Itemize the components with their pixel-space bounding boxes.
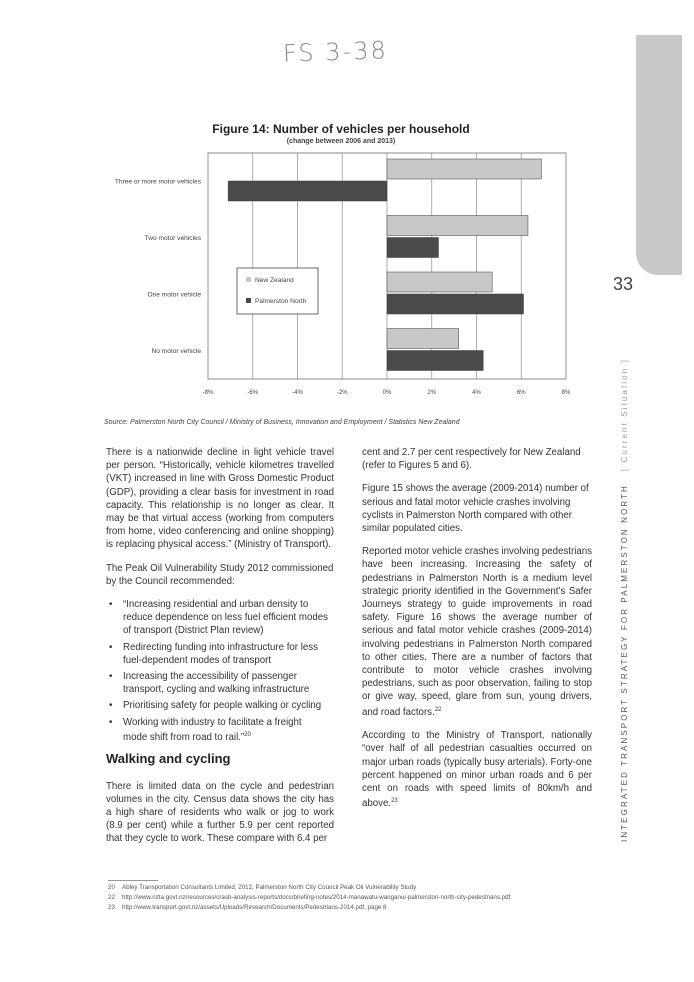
peak-oil-paragraph: The Peak Oil Vulnerability Study 2012 commissioned by the Council recommended: — [106, 562, 334, 587]
ministry-paragraph: According to the Ministry of Transport, nationally “over half of all pedestrian casualties occurred on major urban roads (typically busy arterials). Forty-one percent happened on minor urban roads and 6 per cent on roads with speed limits of 80km/h and above.$^{23}$ — [362, 730, 592, 810]
chart-subtitle: (change between 2006 and 2013) — [286, 138, 396, 145]
side-tab — [636, 35, 682, 275]
section-heading: Walking and cycling — [106, 751, 231, 767]
list-item: • “Increasing residential and urban density to reduce dependence on less fuel efficient modes of transport (District Plan review) — [123, 598, 334, 638]
sidebar-title: INTEGRATED TRANSPORT STRATEGY FOR PALMERSTON NORTH — [620, 484, 629, 842]
x-tick-label: 6% — [516, 390, 526, 396]
list-item: • Redirecting funding into infrastructure for less fuel-dependent modes of transport — [123, 641, 334, 667]
bar-palmerston-north — [387, 294, 523, 314]
category-label: Three or more motor vehicles — [114, 178, 201, 186]
bar-new-zealand — [387, 272, 492, 292]
bar-palmerston-north — [387, 238, 438, 258]
footnotes — [108, 880, 510, 913]
sidebar-section: [ Current Situation ] — [620, 358, 629, 472]
footnote-ref: 22 — [434, 706, 442, 713]
intro-paragraph: There is a nationwide decline in light vehicle travel per person. “Historically, vehicle kilometres travelled (VKT) increased in line with Gross Domestic Product (GDP), providing a clear basis for investment in road capacity. This relationship is no longer as clear. It may be that virtual access (working from computers from home, video conferencing and online shopping) is replacing physical access.” (Ministry of Transport). — [106, 447, 334, 551]
footnote: 22 http://www.nzta.govt.nz/resources/crash-analysis-reports/docs/briefing-notes/2014-manawatu-wanganui-palmerston-north-city-pedestrians.pdf — [108, 894, 511, 901]
chart-title: Figure 14: Number of vehicles per household — [212, 122, 470, 136]
chart-legend — [237, 268, 318, 314]
vehicles-per-household-chart — [100, 148, 580, 410]
x-tick-label: 4% — [472, 390, 481, 396]
bar-palmerston-north — [387, 351, 483, 371]
category-label: No motor vehicle — [151, 347, 201, 355]
x-tick-label: -2% — [336, 390, 348, 396]
walking-paragraph: There is limited data on the cycle and pedestrian volumes in the city. Census data shows the city has a high share of residents who walk or jog to work (8.9 per cent) while a further 5.9 per cent reported that they cycle to work. These compare with 6.4 per — [106, 780, 334, 845]
list-item: • Increasing the accessibility of passenger transport, cycling and walking infrastructure — [123, 670, 334, 696]
list-item: • Prioritising safety for people walking or cycling — [123, 699, 334, 712]
figure15-paragraph: Figure 15 shows the average (2009-2014) number of serious and fatal motor vehicle crashes involving cyclists in Palmerston North compared with other similar populated cities. — [362, 483, 589, 535]
footnote: 23 http://www.transport.govt.nz/assets/Uploads/Research/Documents/Pedestrians-2014.pdf, page 8 — [108, 904, 387, 911]
right-column — [362, 446, 592, 821]
footnote-ref: 23 — [391, 798, 398, 805]
category-label: One motor vehicle — [147, 291, 201, 299]
page-number: 33 — [612, 274, 634, 294]
x-tick-label: 2% — [427, 390, 437, 396]
x-tick-label: -8% — [202, 390, 214, 396]
footnote-ref: 20 — [244, 731, 251, 738]
legend-swatch — [246, 277, 251, 282]
chart-source: Source: Palmerston North City Council / Ministry of Business, Innovation and Employment / Statistics New Zealand — [104, 419, 460, 426]
handwritten-annotation: FS 3-38 — [282, 36, 389, 68]
category-label: Two motor vehicles — [144, 234, 201, 242]
x-tick-label: -6% — [247, 390, 259, 396]
bar-palmerston-north — [228, 181, 387, 201]
recommendation-list — [106, 598, 334, 744]
x-tick-label: 8% — [561, 390, 571, 396]
list-item: • Working with industry to facilitate a freight mode shift from road to rail.”$^{20}$ — [123, 716, 334, 745]
legend-label: Palmerston North — [255, 298, 307, 305]
sidebar-vertical-text — [620, 358, 629, 842]
left-column — [106, 446, 334, 856]
pedestrian-paragraph: Reported motor vehicle crashes involving pedestrians have been increasing. Increasing the safety of pedestrians in Palmerston North is a medium level strategic priority identified in the Government’s Safer Journeys strategy to guide improvements in road safety. Figure 16 shows the average number of serious and fatal motor vehicle crashes (2009-2014) involving pedestrians in Palmerston North compared to other cities. There are a number of factors that contribute to motor vehicle crashes involving pedestrians, such as poor observation, failing to stop or give way, speed, glare from sun, young drivers, and road factors.$^{22}$ — [362, 546, 592, 718]
x-tick-label: -4% — [292, 390, 303, 396]
legend-swatch — [246, 298, 251, 303]
x-tick-label: 0% — [382, 390, 392, 396]
bar-new-zealand — [387, 159, 541, 179]
legend-label: New Zealand — [255, 277, 294, 284]
bar-new-zealand — [387, 329, 459, 349]
bar-new-zealand — [387, 216, 528, 236]
footnote: 20 Abley Transportation Consultants Limited, 2012, Palmerston North City Council Peak Oil Vulnerability Study — [108, 884, 417, 891]
continued-paragraph: cent and 2.7 per cent respectively for New Zealand (refer to Figures 5 and 6). — [362, 447, 581, 472]
